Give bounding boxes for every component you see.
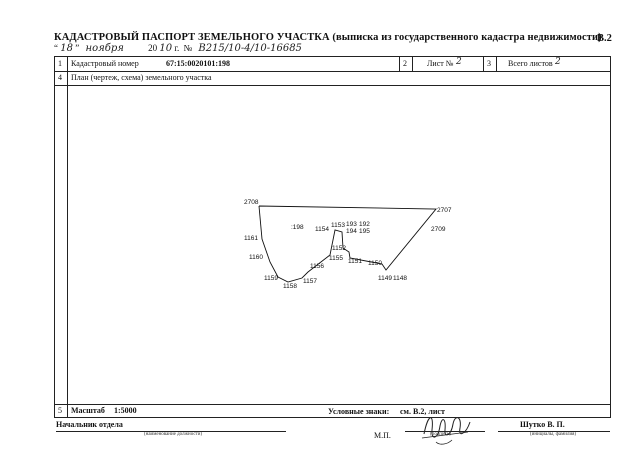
- cadastral-number-value: 67:15:0020101:198: [166, 59, 230, 68]
- row1-col3-index: 3: [487, 59, 491, 68]
- point-label-2708: 2708: [244, 199, 259, 206]
- row1-index: 1: [58, 59, 62, 68]
- legend-value: см. В.2, лист: [400, 407, 445, 416]
- row4-index: 4: [58, 73, 62, 82]
- point-label-1158: 1158: [283, 283, 297, 290]
- head-of-department: Начальник отдела: [56, 420, 123, 429]
- number-value: В215/10-4/10-16685: [198, 43, 302, 54]
- legend-label: Условные знаки:: [328, 407, 390, 416]
- point-label-1156: 1156: [310, 263, 324, 270]
- stamp-place: М.П.: [374, 431, 391, 440]
- signature-caption: (подпись): [430, 432, 451, 437]
- year-suffix: 10: [159, 43, 173, 54]
- parcel-number-label: :198: [291, 224, 304, 231]
- plan-section-label: План (чертеж, схема) земельного участка: [71, 73, 212, 82]
- handwritten-signature: [418, 404, 474, 448]
- position-caption: (наименование должности): [144, 432, 203, 437]
- point-label-1151: 1151: [348, 258, 362, 265]
- signer-name: Шутко В. П.: [520, 420, 565, 429]
- document-title: КАДАСТРОВЫЙ ПАСПОРТ ЗЕМЕЛЬНОГО УЧАСТКА (выписка из государственного кадастра недвижимости): [54, 32, 602, 43]
- date-day: 18: [60, 43, 73, 54]
- point-label-195: 195: [359, 228, 370, 235]
- point-label-2707: 2707: [437, 207, 452, 214]
- point-label-1160: 1160: [249, 254, 263, 261]
- date-quote-open: “: [54, 43, 58, 53]
- row1-col2-index: 2: [403, 59, 407, 68]
- point-label-2709: 2709: [431, 226, 446, 233]
- point-label-192: 192: [359, 221, 370, 228]
- year-prefix: 20: [148, 43, 158, 53]
- sheet-number-value: 2: [456, 57, 462, 67]
- total-sheets-value: 2: [555, 57, 561, 67]
- cadastral-number-label: Кадастровый номер: [71, 59, 139, 68]
- point-label-1152: 1152: [332, 245, 346, 252]
- number-label: №: [183, 43, 193, 53]
- point-label-1154: 1154: [315, 226, 329, 233]
- point-label-1153: 1153: [331, 222, 345, 229]
- point-label-1149: 1149: [378, 275, 392, 282]
- scale-value: 1:5000: [114, 406, 137, 415]
- point-label-1155: 1155: [329, 255, 343, 262]
- year-label: г.: [174, 43, 180, 53]
- date-quote-close: ”: [75, 43, 80, 53]
- date-month: ноября: [85, 43, 124, 54]
- total-sheets-label: Всего листов: [508, 59, 553, 68]
- point-label-1148: 1148: [393, 275, 407, 282]
- initials-caption: (инициалы, фамилия): [530, 432, 577, 437]
- scale-label: Масштаб: [71, 406, 105, 415]
- point-label-1150: 1150: [368, 260, 382, 267]
- parcel-boundary: [259, 206, 436, 282]
- point-label-1157: 1157: [303, 278, 317, 285]
- point-label-194: 194: [346, 228, 357, 235]
- row5-index: 5: [58, 406, 62, 415]
- sheet-number-label: Лист №: [427, 59, 454, 68]
- point-label-1159: 1159: [264, 275, 278, 282]
- point-label-1161: 1161: [244, 235, 258, 242]
- point-label-193: 193: [346, 221, 357, 228]
- form-code: В.2: [597, 33, 612, 44]
